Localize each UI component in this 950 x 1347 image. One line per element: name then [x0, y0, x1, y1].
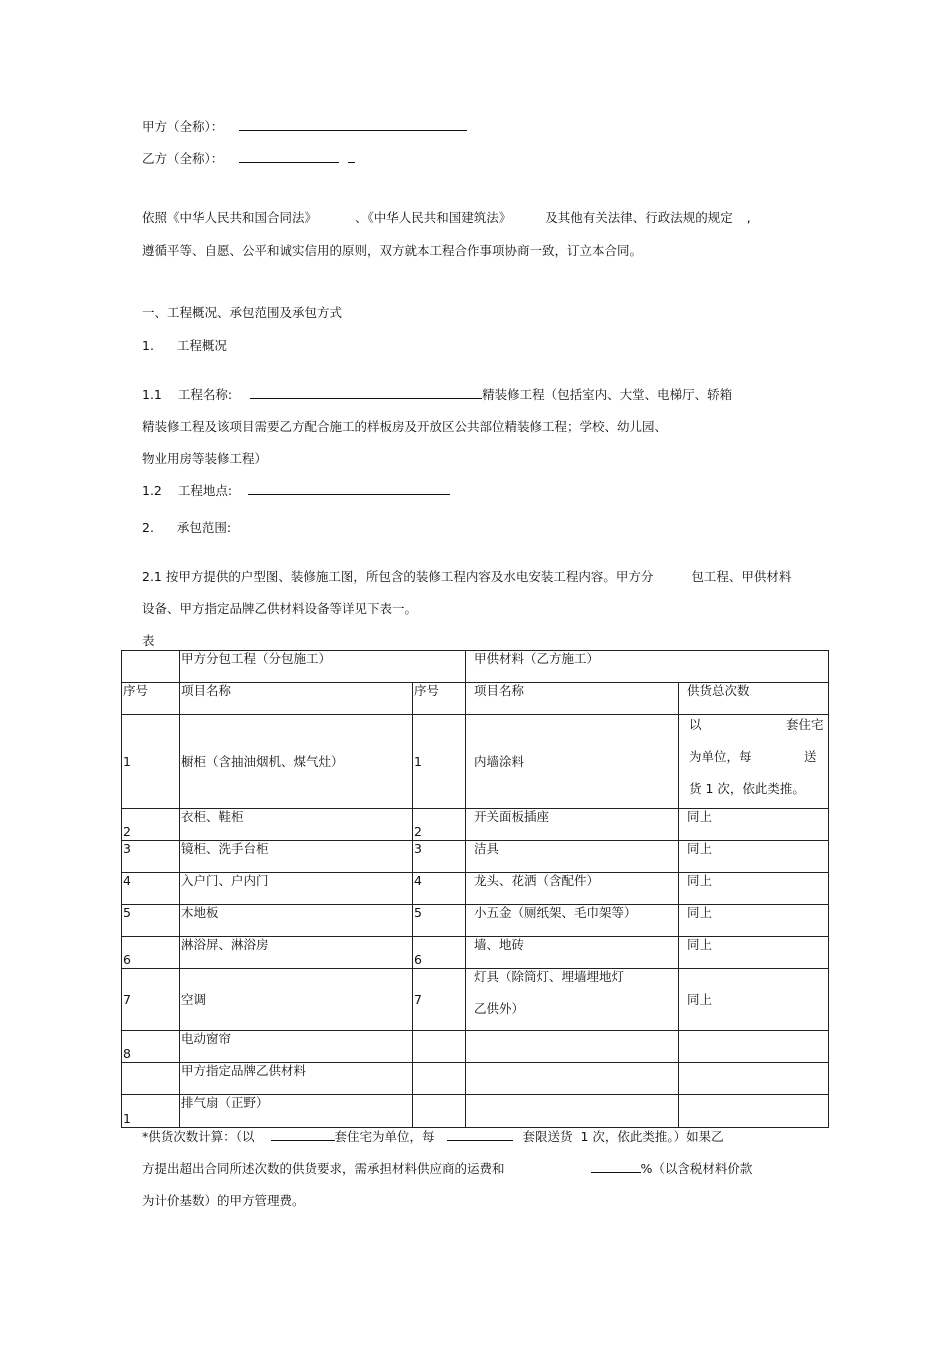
row-no: 1 [122, 715, 180, 809]
item-1-2-num: 1.2 [142, 483, 162, 498]
table-row [122, 1063, 829, 1095]
party-b-line [142, 149, 355, 167]
row-supply [679, 1063, 829, 1095]
table-head-row-2 [122, 683, 829, 715]
row-name: 入户门、户内门 [180, 873, 413, 905]
row-no2: 1 [413, 715, 466, 809]
row-name2: 墙、地砖 [466, 937, 679, 969]
footnote-line-3: 为计价基数）的甲方管理费。 [142, 1193, 305, 1208]
row-name2 [466, 969, 679, 1031]
item-1-1-line-1 [142, 385, 732, 403]
col-header-no: 序号 [122, 683, 180, 715]
row-no2: 4 [413, 873, 466, 905]
footnote-text-b: 套住宅为单位，每 [334, 1129, 435, 1144]
intro-text-a: 依照《中华人民共和国合同法》 [142, 210, 318, 225]
row-name2: 小五金（厕纸架、毛巾架等） [466, 905, 679, 937]
item-2-1-text-a: 2.1 按甲方提供的户型图、装修施工图，所包含的装修工程内容及水电安装工程内容。甲方分 [142, 569, 654, 584]
table-head-row-1 [122, 651, 829, 683]
row-name: 木地板 [180, 905, 413, 937]
item-2-1-text-b: 包工程、甲供材料 [691, 569, 792, 584]
row-supply [679, 1095, 829, 1128]
row-supply: 同上 [679, 969, 829, 1031]
intro-line-2: 遵循平等、自愿、公平和诚实信用的原则，双方就本工程合作事项协商一致，订立本合同。 [142, 243, 643, 258]
row-no2 [413, 1031, 466, 1063]
row-name2-line-2: 乙供外） [474, 1001, 525, 1016]
footnote-text-line2-b: %（以含税材料价款 [640, 1161, 753, 1176]
item-1-2-label: 工程地点: [177, 483, 233, 498]
table-row [122, 841, 829, 873]
supply-first-cell [679, 715, 829, 809]
footnote-text-c: 套限送货 [522, 1129, 573, 1144]
supply-first-e: 货 1 次，依此类推。 [689, 781, 805, 796]
contract-items-table [121, 650, 829, 1128]
table-row [122, 873, 829, 905]
footnote-blank-2[interactable] [447, 1128, 513, 1141]
table-caption: 表 [142, 633, 155, 648]
table-head-left: 甲方分包工程（分包施工） [180, 651, 466, 683]
footnote-blank-1[interactable] [271, 1128, 335, 1141]
row-name: 镜柜、洗手台柜 [180, 841, 413, 873]
table-row [122, 905, 829, 937]
row-no: 4 [122, 873, 180, 905]
row-no: 7 [122, 969, 180, 1031]
item-1-1-num: 1.1 [142, 387, 162, 402]
row-no2: 6 [413, 937, 466, 969]
row-name2: 内墙涂料 [466, 715, 679, 809]
row-no2: 5 [413, 905, 466, 937]
row-supply [679, 1031, 829, 1063]
row-no: 8 [122, 1031, 180, 1063]
footnote-blank-3[interactable] [591, 1160, 641, 1173]
party-b-blank-tail[interactable] [348, 150, 355, 163]
row-no2: 3 [413, 841, 466, 873]
row-name: 甲方指定品牌乙供材料 [180, 1063, 413, 1095]
row-name: 电动窗帘 [180, 1031, 413, 1063]
row-name: 衣柜、鞋柜 [180, 809, 413, 841]
row-no: 1 [122, 1095, 180, 1128]
item-1-2 [142, 481, 450, 499]
row-no2: 2 [413, 809, 466, 841]
intro-text-d: , [746, 210, 751, 225]
row-supply: 同上 [679, 905, 829, 937]
table-row [122, 969, 829, 1031]
party-a-label: 甲方（全称）： [142, 119, 224, 134]
item-1-num: 1. [142, 338, 154, 353]
item-1-text: 工程概况 [176, 338, 227, 353]
footnote-text-d: 1 次，依此类推。）如果乙 [580, 1129, 724, 1144]
row-name2-line-1: 灯具（除筒灯、埋墙埋地灯 [474, 969, 625, 984]
item-1-1-label: 工程名称: [177, 387, 233, 402]
table-head-right: 甲供材料（乙方施工） [466, 651, 829, 683]
item-2-1-line-1 [142, 567, 791, 585]
row-name2: 龙头、花洒（含配件） [466, 873, 679, 905]
row-no2 [413, 1063, 466, 1095]
item-2-num: 2. [142, 520, 154, 535]
project-location-blank[interactable] [248, 482, 450, 495]
item-2 [142, 518, 231, 536]
party-b-label: 乙方（全称）： [142, 151, 224, 166]
row-name2 [466, 1095, 679, 1128]
item-2-text: 承包范围: [176, 520, 232, 535]
table-row [122, 809, 829, 841]
row-no: 6 [122, 937, 180, 969]
item-2-1-line-2: 设备、甲方指定品牌乙供材料设备等详见下表一。 [142, 601, 418, 616]
row-supply: 同上 [679, 873, 829, 905]
intro-text-b: 、《中华人民共和国建筑法》 [355, 210, 512, 225]
table-row [122, 715, 829, 809]
party-a-line [142, 117, 467, 135]
row-name2 [466, 1063, 679, 1095]
row-name: 淋浴屏、淋浴房 [180, 937, 413, 969]
row-name: 橱柜（含抽油烟机、煤气灶） [180, 715, 413, 809]
project-name-blank[interactable] [250, 386, 482, 399]
table-head-empty [122, 651, 180, 683]
col-header-supply: 供货总次数 [679, 683, 829, 715]
row-no2: 7 [413, 969, 466, 1031]
row-name: 空调 [180, 969, 413, 1031]
row-no: 5 [122, 905, 180, 937]
table-row [122, 937, 829, 969]
footnote-text-a: *供货次数计算：（以 [142, 1129, 255, 1144]
item-1-1-line-2: 精装修工程及该项目需要乙方配合施工的样板房及开放区公共部位精装修工程；学校、幼儿园、 [142, 419, 668, 434]
col-header-no2: 序号 [413, 683, 466, 715]
party-b-blank[interactable] [239, 150, 339, 163]
row-no [122, 1063, 180, 1095]
party-a-blank[interactable] [239, 118, 467, 131]
row-supply: 同上 [679, 809, 829, 841]
footnote-line-1 [142, 1127, 724, 1145]
row-no: 3 [122, 841, 180, 873]
col-header-name2: 项目名称 [466, 683, 679, 715]
row-no: 2 [122, 809, 180, 841]
supply-first-a: 以 [689, 717, 702, 732]
supply-first-c: 为单位，每 [689, 749, 752, 764]
supply-first-b: 套住宅 [786, 717, 824, 732]
table-row [122, 1031, 829, 1063]
row-no2 [413, 1095, 466, 1128]
item-1-1-tail: 精装修工程（包括室内、大堂、电梯厅、轿箱 [482, 387, 733, 402]
row-supply: 同上 [679, 937, 829, 969]
section-1-title: 一、工程概况、承包范围及承包方式 [142, 305, 343, 320]
supply-first-d: 送 [804, 749, 817, 764]
item-1-1-line-3: 物业用房等装修工程） [142, 451, 268, 466]
table-row [122, 1095, 829, 1128]
item-1 [142, 336, 227, 354]
intro-line-1 [142, 208, 751, 226]
row-supply: 同上 [679, 841, 829, 873]
row-name2: 洁具 [466, 841, 679, 873]
footnote-line-2 [142, 1159, 752, 1177]
intro-text-c: 及其他有关法律、行政法规的规定 [545, 210, 733, 225]
row-name: 排气扇（正野） [180, 1095, 413, 1128]
row-name2: 开关面板插座 [466, 809, 679, 841]
footnote-text-line2-a: 方提出超出合同所述次数的供货要求，需承担材料供应商的运费和 [142, 1161, 505, 1176]
col-header-name: 项目名称 [180, 683, 413, 715]
row-name2 [466, 1031, 679, 1063]
